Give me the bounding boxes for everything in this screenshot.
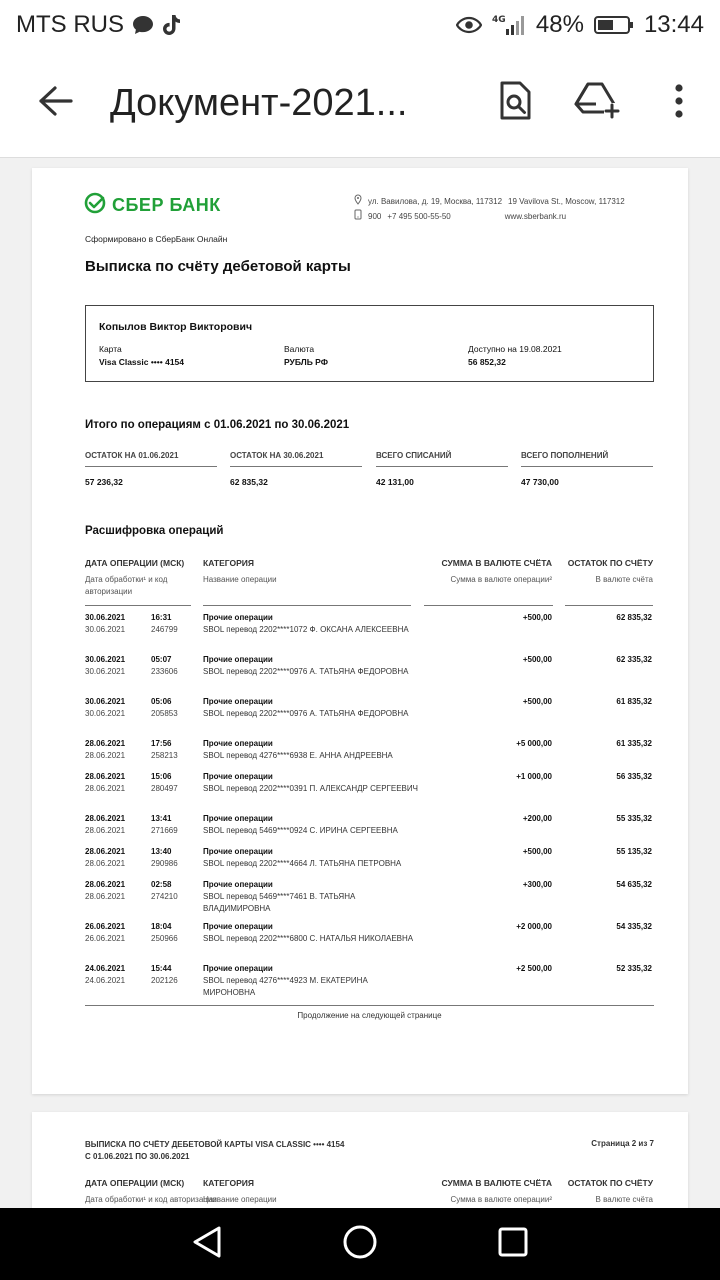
total-credits — [521, 451, 653, 487]
currency-info — [284, 343, 328, 369]
op-auth-code: 274210 — [151, 892, 178, 901]
op-process-date: 28.06.2021 — [85, 784, 126, 793]
col-amount-title: СУММА В ВАЛЮТЕ СЧЁТА — [441, 1178, 552, 1188]
op-auth-code: 271669 — [151, 826, 178, 835]
svg-text:4G: 4G — [491, 15, 506, 25]
available-value: 56 852,32 — [468, 357, 506, 367]
op-amount: +1 000,00 — [516, 772, 552, 781]
op-description: SBOL перевод 2202****1072 Ф. ОКСАНА АЛЕКСЕЕВНА — [203, 625, 409, 634]
col-category-subtitle: Название операции — [203, 1195, 277, 1204]
op-date: 24.06.2021 — [85, 964, 126, 973]
table-row — [85, 696, 654, 738]
col-category-header — [203, 1177, 277, 1206]
op-process-date: 24.06.2021 — [85, 976, 126, 985]
op-time: 05:06 — [151, 697, 172, 706]
available-label: Доступно на 19.08.2021 — [468, 344, 562, 354]
op-auth-code: 290986 — [151, 859, 178, 868]
col-amount-subtitle: Сумма в валюте операции² — [450, 575, 552, 584]
bank-website: www.sberbank.ru — [504, 211, 567, 221]
back-button[interactable] — [0, 50, 110, 158]
op-description: SBOL перевод 2202****0976 А. ТАТЬЯНА ФЕДОРОВНА — [203, 667, 409, 676]
table-row — [85, 921, 654, 963]
op-process-date: 30.06.2021 — [85, 667, 126, 676]
op-time: 18:04 — [151, 922, 172, 931]
op-date: 28.06.2021 — [85, 880, 126, 889]
op-category: Прочие операции — [203, 697, 273, 706]
op-description: SBOL перевод 2202****6800 С. НАТАЛЬЯ НИКОЛАЕВНА — [203, 934, 414, 943]
op-auth-code: 250966 — [151, 934, 178, 943]
app-bar — [0, 50, 720, 158]
op-time: 15:06 — [151, 772, 172, 781]
currency-value: РУБЛЬ РФ — [284, 357, 328, 367]
account-info-box — [85, 305, 654, 382]
op-amount: +500,00 — [522, 847, 552, 856]
op-amount: +200,00 — [522, 814, 552, 823]
col-category-title: КАТЕГОРИЯ — [203, 1178, 254, 1188]
page2-header-line1: ВЫПИСКА ПО СЧЁТУ ДЕБЕТОВОЙ КАРТЫ VISA CLASSIC •••• 4154 — [85, 1140, 345, 1149]
add-to-drive-icon — [574, 81, 620, 126]
op-date: 30.06.2021 — [85, 655, 126, 664]
op-amount: +300,00 — [522, 880, 552, 889]
op-description: SBOL перевод 2202****0976 А. ТАТЬЯНА ФЕДОРОВНА — [203, 709, 409, 718]
op-category: Прочие операции — [203, 964, 273, 973]
bank-name: СБЕР БАНК — [112, 195, 221, 215]
nav-home-button[interactable] — [324, 1208, 396, 1280]
op-time: 15:44 — [151, 964, 172, 973]
table-row — [85, 771, 654, 813]
op-balance: 56 335,32 — [616, 772, 652, 781]
currency-label: Валюта — [284, 344, 315, 354]
op-description: SBOL перевод 4276****6938 Е. АННА АНДРЕЕВНА — [203, 751, 393, 760]
op-time: 16:31 — [151, 613, 172, 622]
battery-icon — [594, 15, 634, 35]
total-label: ВСЕГО ПОПОЛНЕНИЙ — [521, 451, 653, 467]
page-number: Страница 2 из 7 — [591, 1139, 654, 1148]
op-auth-code: 233606 — [151, 667, 178, 676]
op-balance: 55 335,32 — [616, 814, 652, 823]
address-ru: ул. Вавилова, д. 19, Москва, 117312 — [368, 196, 503, 206]
header-divider — [424, 605, 553, 606]
op-amount: +5 000,00 — [516, 739, 552, 748]
op-process-date: 28.06.2021 — [85, 859, 126, 868]
op-amount: +500,00 — [522, 613, 552, 622]
col-category-header — [203, 557, 277, 586]
op-description: SBOL перевод 2202****0391 П. АЛЕКСАНДР СЕРГЕЕВИЧ — [203, 784, 418, 793]
op-category: Прочие операции — [203, 922, 273, 931]
col-date-title: ДАТА ОПЕРАЦИИ (МСК) — [85, 1178, 185, 1188]
table-bottom-divider — [85, 1005, 654, 1006]
search-in-document-button[interactable] — [474, 50, 556, 158]
col-date-title: ДАТА ОПЕРАЦИИ (МСК) — [85, 558, 185, 568]
op-date: 30.06.2021 — [85, 613, 126, 622]
op-category: Прочие операции — [203, 772, 273, 781]
col-amount-header — [441, 1177, 552, 1206]
col-category-title: КАТЕГОРИЯ — [203, 558, 254, 568]
back-arrow-icon — [37, 85, 73, 122]
op-date: 28.06.2021 — [85, 814, 126, 823]
col-date-header — [85, 557, 195, 598]
op-balance: 61 335,32 — [616, 739, 652, 748]
chat-bubble-icon — [132, 15, 154, 35]
op-auth-code: 202126 — [151, 976, 178, 985]
op-balance: 54 635,32 — [616, 880, 652, 889]
nav-recents-button[interactable] — [477, 1208, 549, 1280]
op-auth-code: 246799 — [151, 625, 178, 634]
op-category: Прочие операции — [203, 655, 273, 664]
op-time: 13:41 — [151, 814, 172, 823]
eye-icon — [456, 16, 482, 34]
operations-list — [85, 612, 654, 1005]
operations-title: Расшифровка операций — [85, 525, 224, 537]
op-time: 02:58 — [151, 880, 172, 889]
op-category: Прочие операции — [203, 613, 273, 622]
tiktok-icon — [162, 14, 182, 36]
more-options-button[interactable] — [638, 50, 720, 158]
col-balance-header — [568, 1177, 653, 1206]
table-row — [85, 879, 654, 921]
total-value: 57 236,32 — [85, 477, 123, 487]
op-category: Прочие операции — [203, 814, 273, 823]
total-value: 47 730,00 — [521, 477, 559, 487]
table-row — [85, 654, 654, 696]
table-row — [85, 612, 654, 654]
page2-header — [85, 1139, 344, 1163]
op-date: 30.06.2021 — [85, 697, 126, 706]
op-description: SBOL перевод 5469****7461 В. ТАТЬЯНА ВЛАДИМИРОВНА — [203, 892, 356, 913]
op-process-date: 28.06.2021 — [85, 826, 126, 835]
header-divider — [85, 605, 191, 606]
op-process-date: 26.06.2021 — [85, 934, 126, 943]
op-date: 26.06.2021 — [85, 922, 126, 931]
col-balance-subtitle: В валюте счёта — [595, 1195, 653, 1204]
op-amount: +500,00 — [522, 655, 552, 664]
col-balance-title: ОСТАТОК ПО СЧЁТУ — [567, 558, 653, 568]
header-divider — [203, 605, 411, 606]
table-row — [85, 963, 654, 1005]
op-auth-code: 280497 — [151, 784, 178, 793]
location-pin-icon — [354, 194, 362, 209]
account-owner: Копылов Виктор Викторович — [99, 321, 253, 333]
phone-short: 900 — [368, 211, 382, 221]
battery-percent: 48% — [535, 11, 584, 38]
document-page-1[interactable] — [32, 168, 688, 1094]
total-value: 42 131,00 — [376, 477, 414, 487]
op-balance: 54 335,32 — [616, 922, 652, 931]
total-label: ВСЕГО СПИСАНИЙ — [376, 451, 508, 467]
carrier-name: MTS RUS — [16, 11, 124, 38]
totals-title: Итого по операциям с 01.06.2021 по 30.06.2021 — [85, 419, 350, 431]
available-info — [468, 343, 562, 369]
op-description: SBOL перевод 4276****4923 М. ЕКАТЕРИНА МИРОНОВНА — [203, 976, 368, 997]
page2-header-line2: С 01.06.2021 ПО 30.06.2021 — [85, 1152, 190, 1161]
nav-back-triangle-icon — [191, 1225, 223, 1264]
sber-logo — [84, 192, 221, 219]
col-balance-title: ОСТАТОК ПО СЧЁТУ — [567, 1178, 653, 1188]
op-balance: 62 335,32 — [616, 655, 652, 664]
col-amount-subtitle: Сумма в валюте операции² — [450, 1195, 552, 1204]
op-description: SBOL перевод 2202****4664 Л. ТАТЬЯНА ПЕТРОВНА — [203, 859, 402, 868]
op-time: 13:40 — [151, 847, 172, 856]
col-category-subtitle: Название операции — [203, 575, 277, 584]
table-row — [85, 738, 654, 771]
document-title: Документ-2021... — [110, 82, 408, 124]
op-process-date: 28.06.2021 — [85, 892, 126, 901]
op-balance: 61 835,32 — [616, 697, 652, 706]
clock: 13:44 — [643, 11, 704, 38]
op-time: 05:07 — [151, 655, 172, 664]
op-category: Прочие операции — [203, 847, 273, 856]
op-balance: 52 335,32 — [616, 964, 652, 973]
op-category: Прочие операции — [203, 880, 273, 889]
total-value: 62 835,32 — [230, 477, 268, 487]
statement-title: Выписка по счёту дебетовой карты — [85, 258, 351, 275]
header-divider — [565, 605, 653, 606]
total-opening-balance — [85, 451, 217, 487]
op-balance: 62 835,32 — [616, 613, 652, 622]
card-value: Visa Classic •••• 4154 — [99, 357, 184, 367]
op-process-date: 30.06.2021 — [85, 709, 126, 718]
col-amount-header — [441, 557, 552, 586]
col-date-subtitle: Дата обработки¹ и код авторизации — [85, 575, 168, 596]
nav-recents-square-icon — [497, 1226, 529, 1263]
op-date: 28.06.2021 — [85, 772, 126, 781]
table-row — [85, 813, 654, 846]
col-date-header — [85, 1177, 217, 1206]
nav-home-circle-icon — [342, 1224, 378, 1265]
navigation-bar — [0, 1208, 720, 1280]
search-doc-icon — [498, 81, 532, 126]
total-closing-balance — [230, 451, 362, 487]
bank-contacts — [354, 194, 625, 224]
card-info — [99, 343, 184, 369]
col-balance-subtitle: В валюте счёта — [595, 575, 653, 584]
op-description: SBOL перевод 5469****0924 С. ИРИНА СЕРГЕЕВНА — [203, 826, 398, 835]
op-time: 17:56 — [151, 739, 172, 748]
op-auth-code: 258213 — [151, 751, 178, 760]
op-date: 28.06.2021 — [85, 847, 126, 856]
nav-back-button[interactable] — [171, 1208, 243, 1280]
op-amount: +2 000,00 — [516, 922, 552, 931]
total-label: ОСТАТОК НА 01.06.2021 — [85, 451, 217, 467]
status-bar — [0, 0, 720, 50]
more-vert-icon — [674, 84, 684, 123]
add-to-drive-button[interactable] — [556, 50, 638, 158]
total-debits — [376, 451, 508, 487]
op-process-date: 30.06.2021 — [85, 625, 126, 634]
op-auth-code: 205853 — [151, 709, 178, 718]
op-amount: +2 500,00 — [516, 964, 552, 973]
col-date-subtitle: Дата обработки¹ и код авторизации — [85, 1195, 217, 1204]
phone-long: +7 495 500-55-50 — [387, 211, 451, 221]
col-balance-header — [568, 557, 653, 586]
card-label: Карта — [99, 344, 122, 354]
document-page-2[interactable] — [32, 1112, 688, 1222]
generated-note: Сформировано в СберБанк Онлайн — [85, 234, 228, 244]
phone-icon — [354, 209, 362, 224]
op-date: 28.06.2021 — [85, 739, 126, 748]
op-category: Прочие операции — [203, 739, 273, 748]
sber-check-icon — [84, 192, 106, 219]
col-amount-title: СУММА В ВАЛЮТЕ СЧЁТА — [441, 558, 552, 568]
total-label: ОСТАТОК НА 30.06.2021 — [230, 451, 362, 467]
continued-note: Продолжение на следующей странице — [297, 1011, 442, 1020]
op-process-date: 28.06.2021 — [85, 751, 126, 760]
address-en: 19 Vavilova St., Moscow, 117312 — [508, 196, 625, 206]
op-balance: 55 135,32 — [616, 847, 652, 856]
signal-icon — [492, 13, 526, 37]
op-amount: +500,00 — [522, 697, 552, 706]
table-row — [85, 846, 654, 879]
